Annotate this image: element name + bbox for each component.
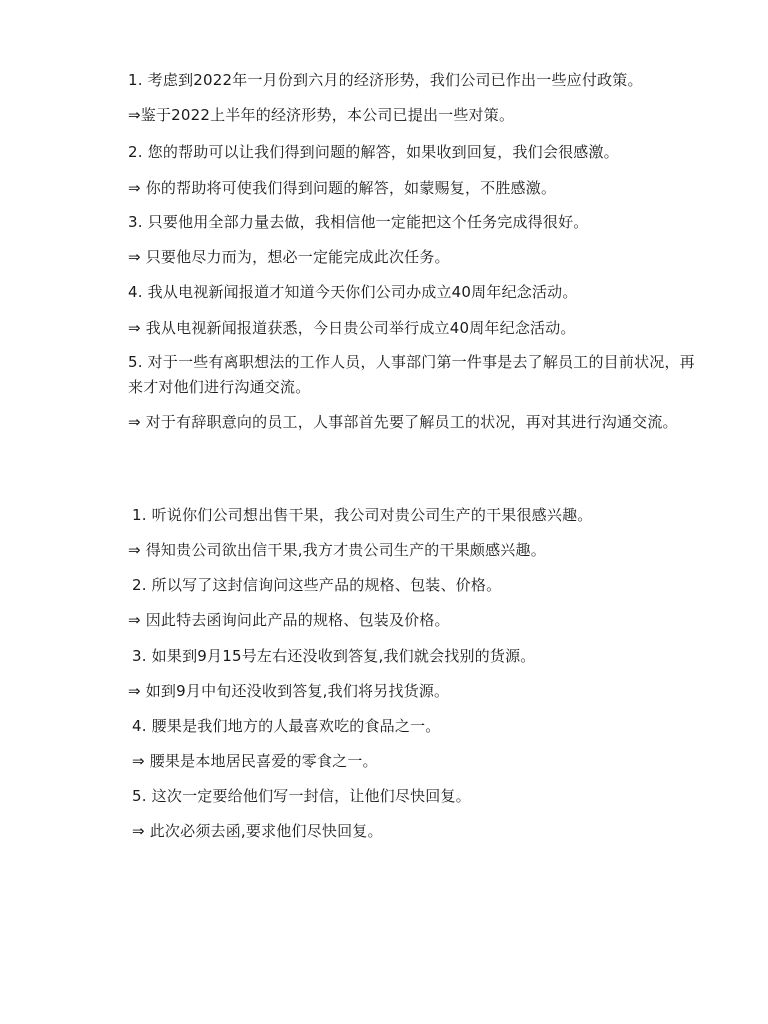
s1-item2-original: 2. 您的帮助可以让我们得到问题的解答，如果收到回复，我们会很感激。: [128, 143, 619, 161]
s1-item4-revised: ⇒ 我从电视新闻报道获悉，今日贵公司举行成立40周年纪念活动。: [128, 319, 576, 337]
s1-item2-revised: ⇒ 你的帮助将可使我们得到问题的解答，如蒙赐复，不胜感激。: [128, 179, 557, 197]
s1-item1-original: 1. 考虑到2022年一月份到六月的经济形势，我们公司已作出一些应付政策。: [128, 71, 643, 89]
s1-item3-original: 3. 只要他用全部力量去做，我相信他一定能把这个任务完成得很好。: [128, 213, 589, 231]
s2-item2-revised: ⇒ 因此特去函询问此产品的规格、包装及价格。: [128, 611, 450, 629]
s2-item5-original: 5. 这次一定要给他们写一封信，让他们尽快回复。: [132, 787, 471, 805]
s2-item4-revised: ⇒ 腰果是本地居民喜爱的零食之一。: [132, 752, 378, 770]
s2-item5-revised: ⇒ 此次必须去函,要求他们尽快回复。: [132, 822, 383, 840]
s1-item4-original: 4. 我从电视新闻报道才知道今天你们公司办成立40周年纪念活动。: [128, 283, 578, 301]
s1-item5-revised: ⇒ 对于有辞职意向的员工，人事部首先要了解员工的状况，再对其进行沟通交流。: [128, 413, 678, 431]
s2-item4-original: 4. 腰果是我们地方的人最喜欢吃的食品之一。: [132, 717, 441, 735]
s2-item2-original: 2. 所以写了这封信询问这些产品的规格、包装、价格。: [132, 576, 502, 594]
s2-item1-revised: ⇒ 得知贵公司欲出信干果,我方才贵公司生产的干果颇感兴趣。: [128, 541, 546, 559]
s2-item1-original: 1. 听说你们公司想出售干果，我公司对贵公司生产的干果很感兴趣。: [132, 506, 593, 524]
s1-item3-revised: ⇒ 只要他尽力而为，想必一定能完成此次任务。: [128, 248, 450, 266]
s1-item1-revised: ⇒鉴于2022上半年的经济形势，本公司已提出一些对策。: [128, 106, 515, 124]
s2-item3-revised: ⇒ 如到9月中旬还没收到答复,我们将另找货源。: [128, 682, 450, 700]
s1-item5-original: 5. 对于一些有离职想法的工作人员，人事部门第一件事是去了解员工的目前状况，再来才对他们进行沟通交流。: [128, 353, 695, 396]
s2-item3-original: 3. 如果到9月15号左右还没收到答复,我们就会找别的货源。: [132, 647, 536, 665]
